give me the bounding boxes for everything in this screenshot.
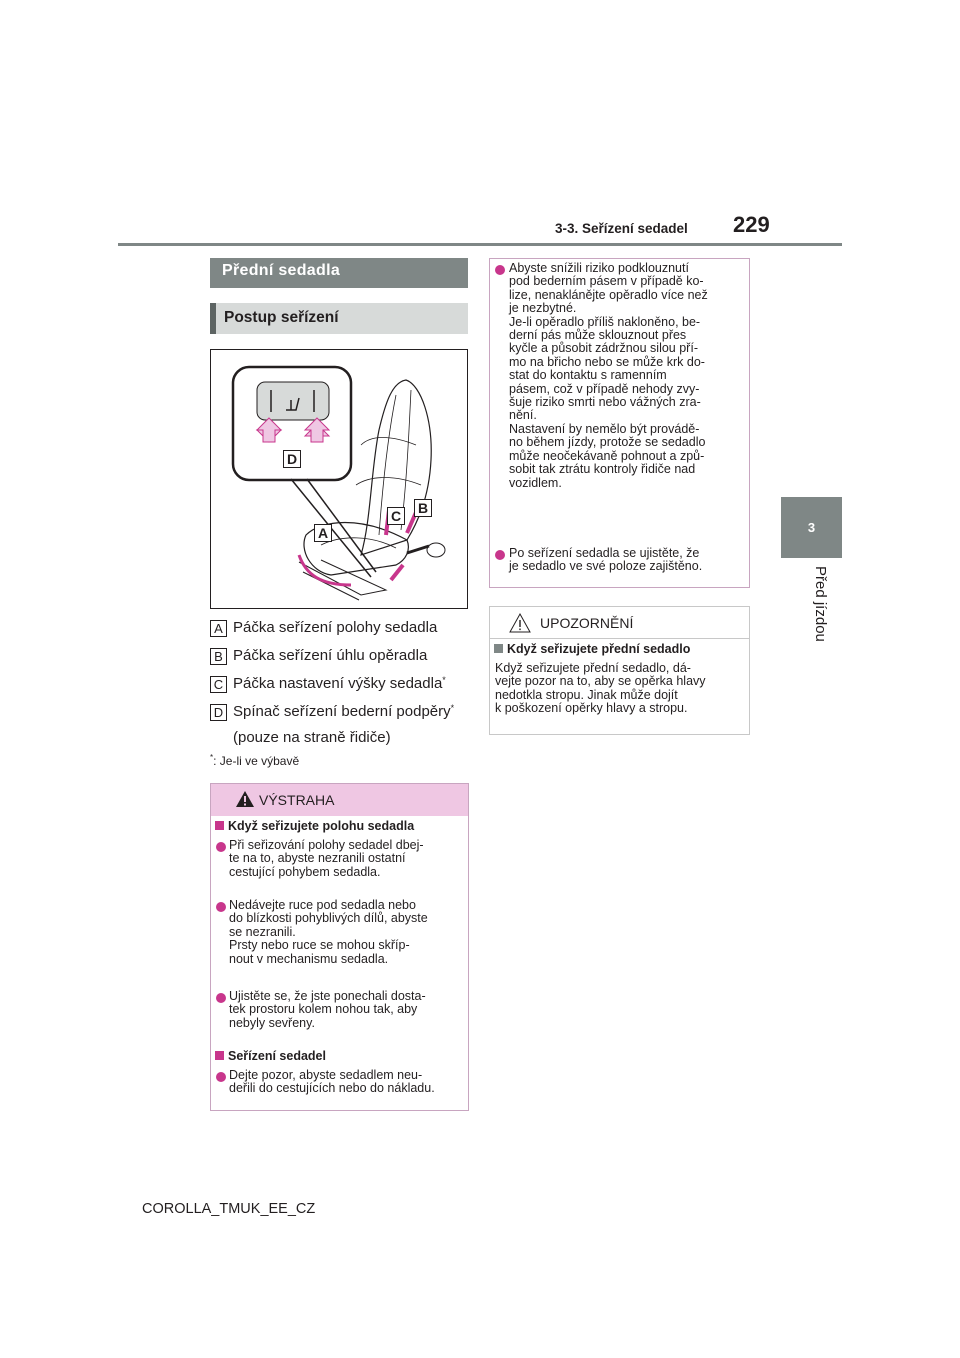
footer-code: COROLLA_TMUK_EE_CZ	[142, 1201, 316, 1217]
legend-text: Spínač seřízení bederní podpěry	[233, 703, 451, 720]
pink-bullet-icon	[216, 842, 226, 852]
legend-key: A	[210, 620, 227, 637]
legend-text: Páčka seřízení polohy sedadla	[233, 619, 438, 636]
warning-section-title: Seřízení sedadel	[215, 1050, 326, 1064]
pink-bullet-icon	[495, 550, 505, 560]
warning-triangle-icon	[235, 790, 255, 808]
warning-title: VÝSTRAHA	[259, 792, 335, 808]
footnote-text: : Je-li ve výbavě	[213, 754, 300, 768]
warning-item: Abyste snížili riziko podklouznutí pod bederním pásem v případě ko- lize, nenaklánějte opěradlo více než je nezbytné. Je-li opěradlo příliš nakloněno, be- derní pás může sklouznout přes kyčle a působit zádržnou silou pří- mo na břicho nebo se může krk do- stat do kontaktu s ramenním pásem, což v případě nehody zvy- šuje riziko smrti nebo vážných zra- nění. Nastavení by nemělo být provádě- no během jízdy, protože se sedadlo může neočekávaně pohnout a způ- sobit tak ztrátu kontroly řidiče nad vozidlem.	[509, 261, 708, 490]
footnote	[210, 753, 299, 768]
notice-text: Když seřizujete přední sedadlo, dá- vejte pozor na to, aby se opěrka hlavy nedotkla stropu. Jinak může dojít k poškození opěrky hlavy a stropu.	[495, 661, 706, 716]
page-number: 229	[733, 212, 770, 237]
pink-square-bullet-icon	[215, 821, 224, 830]
warning-item: Po seřízení sedadla se ujistěte, že je sedadlo ve své poloze zajištěno.	[509, 546, 703, 574]
warning-item: Ujistěte se, že jste ponechali dosta- tek prostoru kolem nohou tak, aby nebyly sevřeny.	[229, 989, 426, 1030]
warning-box	[210, 783, 469, 1111]
chapter-label: Před jízdou	[812, 566, 829, 642]
warning-item: Dejte pozor, abyste sedadlem neu- deřili do cestujících nebo do nákladu.	[229, 1068, 435, 1096]
warning-continuation-box	[489, 258, 750, 588]
notice-title: UPOZORNĚNÍ	[540, 615, 634, 631]
legend-text: Páčka seřízení úhlu opěradla	[233, 647, 428, 664]
figure-label-c: C	[387, 507, 405, 525]
notice-header	[490, 607, 749, 639]
pink-square-bullet-icon	[215, 1051, 224, 1060]
caution-triangle-icon	[508, 612, 532, 634]
warning-section-title: Když seřizujete polohu sedadla	[215, 820, 414, 834]
notice-box	[489, 606, 750, 735]
header-rule	[118, 243, 842, 246]
pink-bullet-icon	[216, 1072, 226, 1082]
warning-item: Při seřizování polohy sedadel dbej- te na to, abyste nezranili ostatní cestující pohybem sedadla.	[229, 838, 424, 879]
figure-label-a: A	[314, 524, 332, 542]
legend-item-b	[210, 647, 427, 665]
legend-item-c	[210, 675, 446, 693]
legend-star: *	[450, 703, 455, 713]
legend-item-d-continuation: (pouze na straně řidiče)	[233, 729, 391, 746]
gray-square-bullet-icon	[494, 644, 503, 653]
figure-label-b: B	[414, 499, 432, 517]
chapter-tab: 3	[781, 497, 842, 558]
legend-key: C	[210, 676, 227, 693]
footnote-star: *	[210, 753, 214, 762]
warning-header	[211, 784, 468, 816]
pink-bullet-icon	[216, 902, 226, 912]
legend-text: Páčka nastavení výšky sedadla	[233, 675, 443, 692]
legend-key: D	[210, 704, 227, 721]
main-heading: Přední sedadla	[222, 262, 341, 279]
legend-item-d	[210, 703, 454, 721]
header-section-title: 3-3. Seřízení sedadel	[555, 221, 688, 236]
legend-item-a	[210, 619, 437, 637]
legend-star: *	[442, 675, 446, 685]
pink-bullet-icon	[495, 265, 505, 275]
legend-key: B	[210, 648, 227, 665]
figure-label-d: D	[283, 450, 301, 468]
seat-illustration	[210, 349, 468, 609]
pink-bullet-icon	[216, 993, 226, 1003]
notice-section-title: Když seřizujete přední sedadlo	[494, 643, 690, 657]
warning-item: Nedávejte ruce pod sedadla nebo do blízkosti pohyblivých dílů, abyste se nezranili. Prsty nebo ruce se mohou skříp- nout v mechanismu sedadla.	[229, 898, 428, 966]
sub-heading: Postup seřízení	[224, 309, 339, 326]
